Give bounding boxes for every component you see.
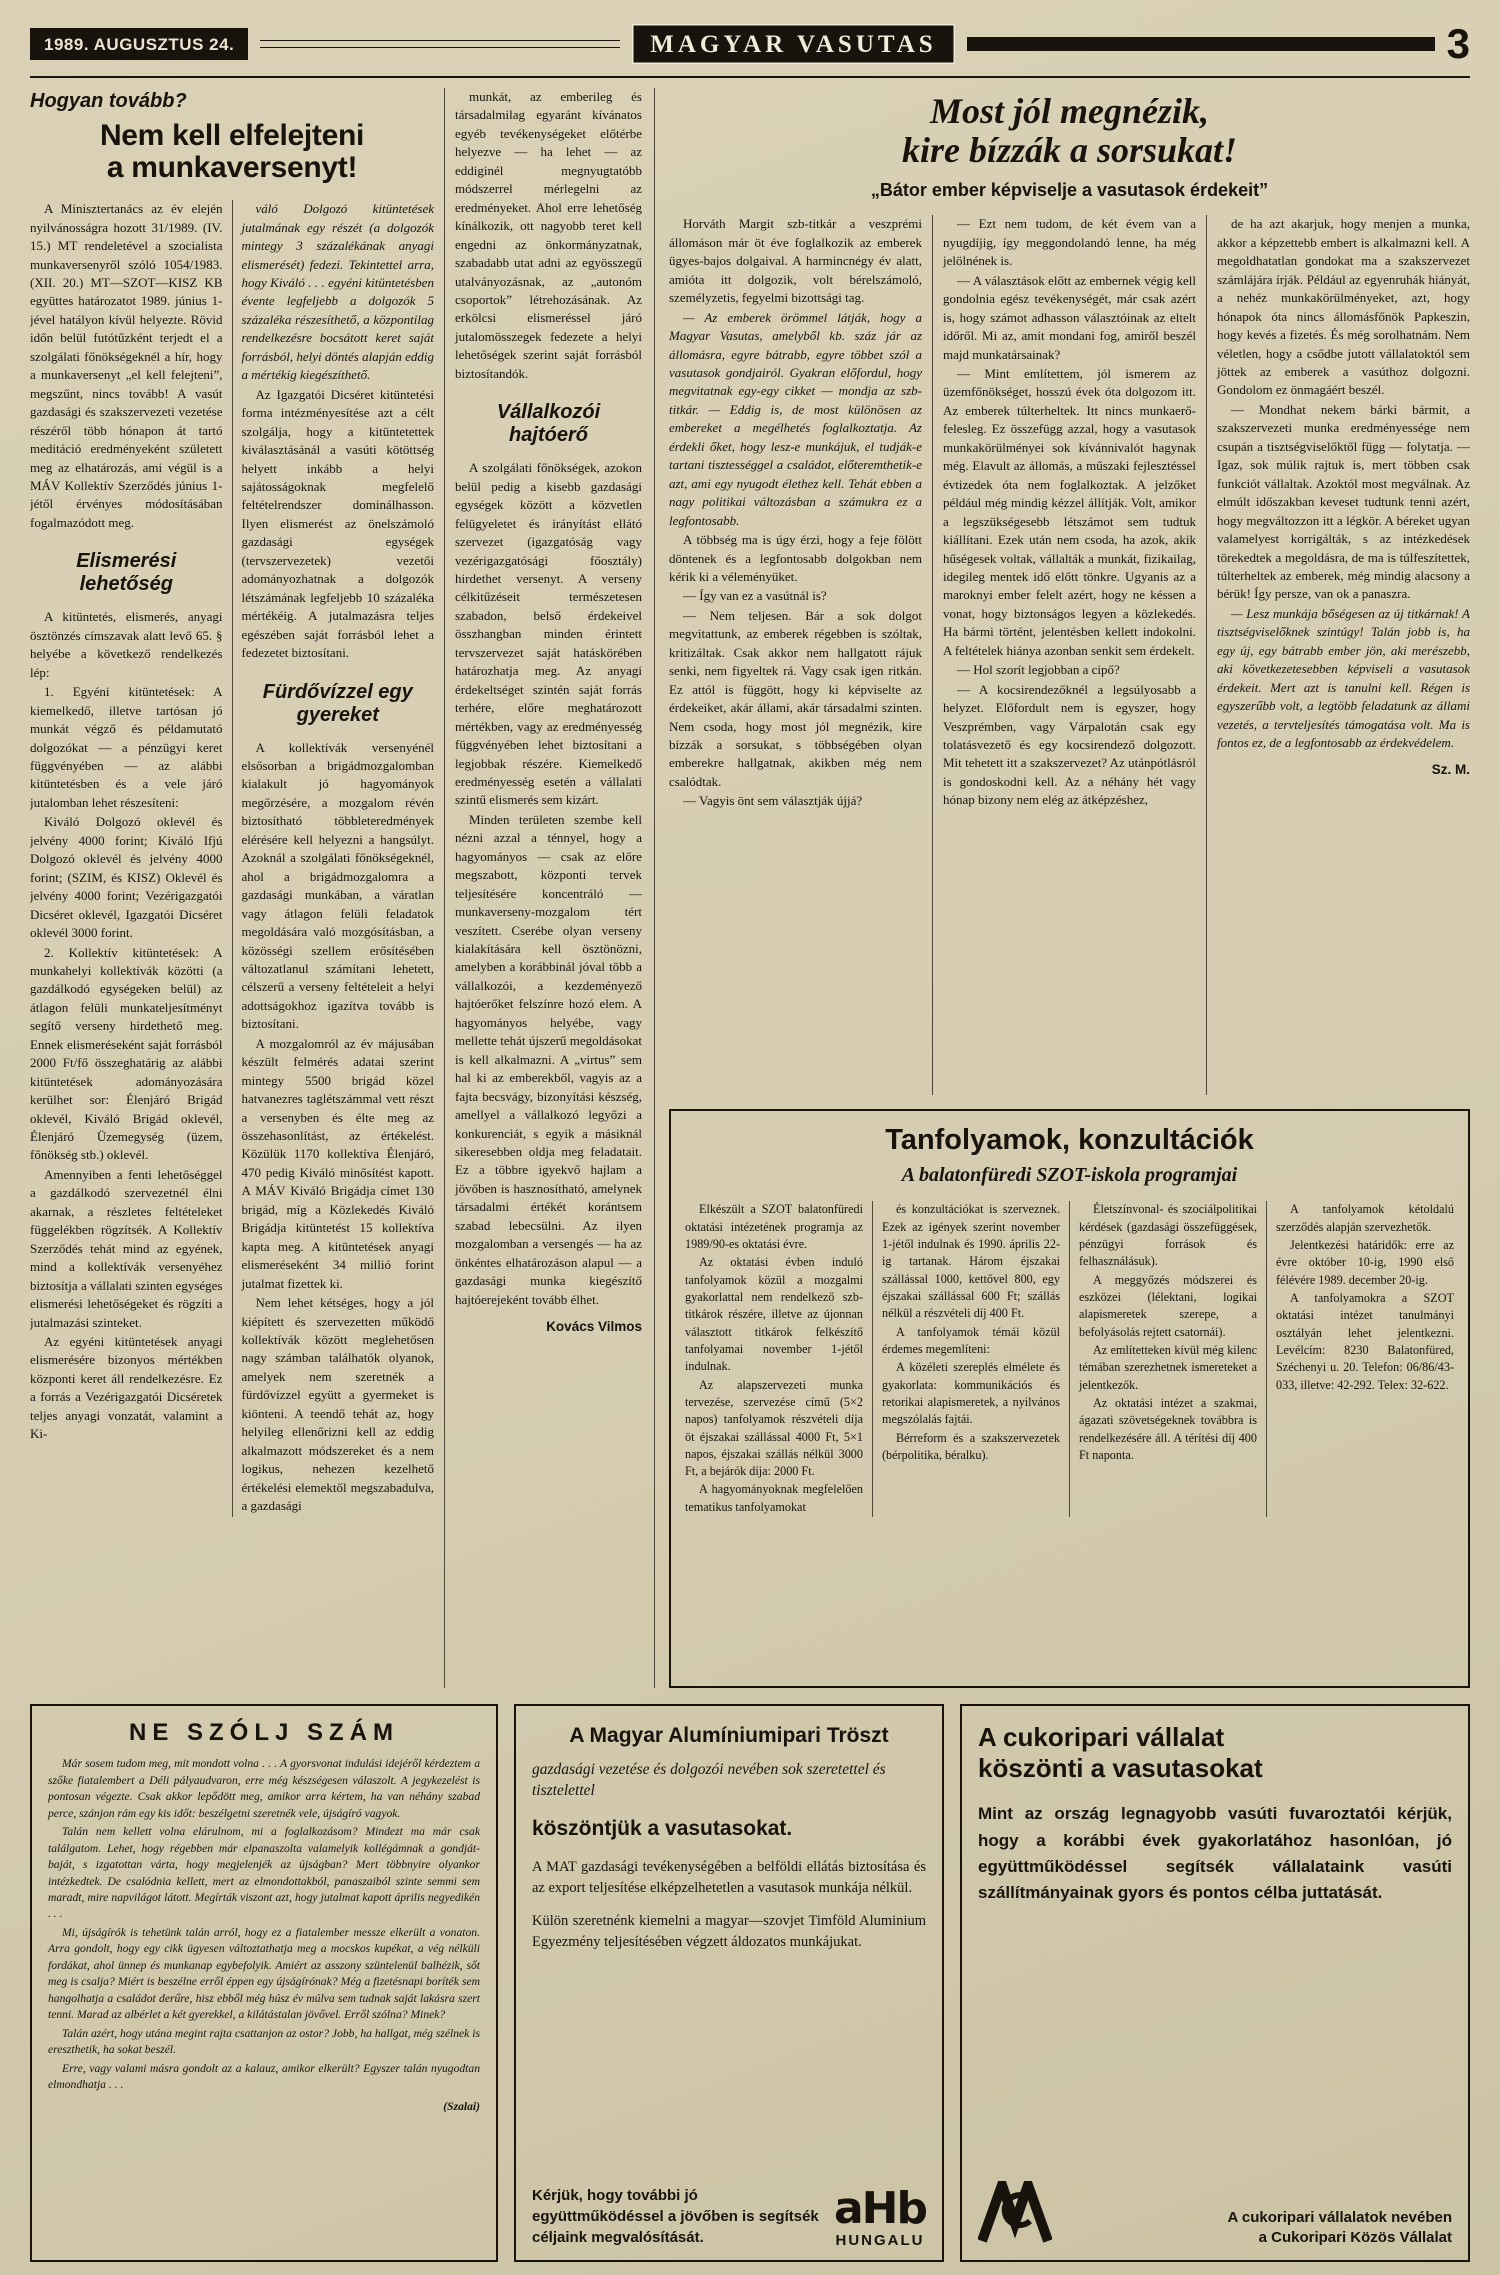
ad-bottom-row <box>532 2185 926 2248</box>
column-3 <box>1206 215 1470 1095</box>
paragraph: Talán azért, hogy utána megint rajta csattanjon az ostor? Jobb, ha hallgat, még szélnek is ereszthetik, ha sokat beszél. <box>48 2026 480 2057</box>
ad-dedication: gazdasági vezetése és dolgozói nevében sok szeretettel és tisztelettel <box>532 1761 886 1800</box>
paragraph: — Nem teljesen. Bár a sok dolgot megvitattunk, az emberek régebben is szóltak, kritizáltak. Csak akkor nem hallgatott rájuk senki, nem figyeltek rá. Vagy csak igen ritkán. Ez attól is függött, hogy ki képviselte az érdekeiket, akár állami, akár társadalmi szinten. Nem csoda, hogy most jól megnézik, kire bízzák a sorsukat, s többségében olyan emberekre hallgatnak, akikben még nem csalódtak. <box>669 607 922 789</box>
page-number: 3 <box>1446 20 1470 68</box>
paragraph: Az egyéni kitüntetések anyagi elismerésére bizonyos mértékben központi keret áll rendelkezésre. Ez a forrás a Vezérigazgatói Dicséretek teljes anyagi vonzatát, valamint a Ki- <box>30 1334 223 1442</box>
column-1 <box>669 215 922 1095</box>
signature: Kovács Vilmos <box>546 1319 642 1335</box>
paragraph: Már sosem tudom meg, mit mondott volna . . . A gyorsvonat indulási idejéről kérdeztem a szőke fiatalembert a Déli pályaudvaron, erre még készségesen válaszolt. A jegykezelést is pontosan végezte. Csak akkor lepődött meg, amikor arra kértem, ha van néhány szabad perce, szánjon rám egy kis időt: beszélgetni szeretnék vele, újságíró vagyok. <box>48 1757 480 1820</box>
ad-request-text: Kérjük, hogy további jó együttműködéssel a jövőben is segítsék céljaink megvalósítását. <box>532 2187 819 2246</box>
paragraph: Mi, újságírók is tehetünk talán arról, hogy ez a fiatalember messze elkerült a vonaton. Arra gondolt, hogy egy cikk ügyesen változtathatja meg a mocskos kupékat, a vég nélküli fordákat, ahol ünnep és munkanap egybefolyik. Amiért az asszony szüntelenül balhézik, sőt meg is csalja? Miért is beszélne erről éppen egy újságírónak? Még a fizetésnapi boríték sem hangolhatja a családot derűre, hisz ebből még húsz év múlva sem tudnak saját lakásra szert tenni. Marad az albérlet a két gyerekkel, a kilátástalan jövővel. Erről szólna? Minek? <box>48 1925 480 2022</box>
ad-title: A Magyar Alumíniumipari Tröszt <box>569 1724 889 1747</box>
paragraph: Elkészült a SZOT balatonfüredi oktatási intézetének programja az 1989/90-es oktatási évre. <box>685 1202 863 1251</box>
paragraph: Az alapszervezeti munka tervezése, szervezése című (5×2 napos) tanfolyamok részvételi díja öt éjszakai szállással 4000 Ft, 5×1 napos, éjszakai szállás nélkül 3000 Ft, a bejárók díja: 2000 Ft. <box>685 1377 863 1479</box>
paragraph: Nem lehet kétséges, hogy a jól kiépített és szervezetten működő kollektívák között meglehetősen nagy számban találhatók olyanok, amelyek nem szeretnék a fürdővízzel együtt a gyermeket is kiönteni. A teendő tehát az, hogy helyileg ellenőrizni kell az eddig alkalmazott módszereket és a nem logikus, nehezen kezelhető értékelési elemektől megszabadulva, a gazdasági <box>241 1295 434 1514</box>
interview-subtitle: „Bátor ember képviselje a vasutasok érdekeit” <box>870 179 1269 200</box>
column-3 <box>1069 1201 1257 1517</box>
paragraph: Az oktatási intézet a szakmai, ágazati szövetségeknek továbbra is rendelkezésére áll. A térítési díj 400 Ft naponta. <box>1079 1395 1257 1462</box>
interview-title <box>669 92 1470 170</box>
column-1 <box>685 1201 863 1517</box>
page-header <box>30 20 1470 78</box>
paragraph: — Az emberek örömmel látják, hogy a Magyar Vasutas, amelyből kb. száz jár az állomásra, egyre bátrabb, egyre többet szól a vasutasok gondjairól. Gyakran előfordul, hogy megvitatnak egy-egy cikket — mondja az szb-titkár. — Eddig is, de most különösen az embereket a megélhetés foglalkoztatja. Az érdekli őket, hogy lesz-e munkájuk, el tudják-e tartani tisztességgel a családot, előteremthetik-e azt, ami egy nyugodt élethez kell. Tehát ebben a nagy politikai változásban a számukra ez a legfontosabb. <box>669 309 922 528</box>
paragraph: — Ezt nem tudom, de két évem van a nyugdíjig, így meggondolandó lenne, ha még jelölnének is. <box>943 216 1196 269</box>
right-section <box>654 88 1470 1688</box>
main-content <box>30 88 1470 1688</box>
paragraph: A többség ma is úgy érzi, hogy a feje fölött döntenek és a legfontosabb dolgokban nem kérik ki a véleményüket. <box>669 532 922 584</box>
hungalu-logo-text: HUNGALU <box>835 2232 925 2249</box>
title-line-2: köszönti a vasutasokat <box>978 1752 1263 1783</box>
paragraph: — Így van ez a vasútnál is? <box>683 588 827 604</box>
column-2 <box>932 215 1196 1095</box>
ad-body-text: Mint az ország legnagyobb vasúti fuvaroztatói kérjük, hogy a korábbi évek gyakorlatához hasonlóan, jó együttműködéssel segítsék vállalataink vasúti szállítmányainak gyors és pontos célba juttatását. <box>978 1804 1452 1903</box>
ad-title <box>978 1722 1452 1783</box>
tanfolyamok-title: Tanfolyamok, konzultációk <box>885 1124 1254 1157</box>
advertisement-row <box>30 1704 1470 2262</box>
kicker: Hogyan tovább? <box>30 90 187 112</box>
subheading: Elismerési lehetőség <box>76 550 177 596</box>
paragraph: 1. Egyéni kitüntetések: A kiemelkedő, illetve tartósan jó munkát végző és példamutató dolgozókat — a pénzügyi keret függvényében — az alábbi kitüntetésben és a vele járó jutalomban lehet részesíteni: <box>30 684 223 810</box>
paragraph: Horváth Margit szb-titkár a veszprémi állomáson már öt éve foglalkozik az emberek ügyes-bajos dolgaival. A harmincnégy év alatt, amióta itt dolgozik, volt bérelszámoló, személyzetis, fegyelmi bizottsági tag. <box>669 216 922 306</box>
column-3 <box>444 88 642 1688</box>
tanfolyamok-subtitle: A balatonfüredi SZOT-iskola programjai <box>901 1164 1238 1187</box>
hungalu-logo <box>833 2183 926 2249</box>
paragraph: Az Igazgatói Dicséret kitüntetési forma intézményesítése azt a célt szolgálja, hogy a kitüntetettek kiválasztásánál a vasúti kötöttség helyett inkább a helyi sajátosságoknak megfelelő feltételrendszer dominálhasson. Ilyen elismerést az önelszámoló gazdasági egységek (tervszervezetek) vezetői adományozhatnak a dolgozók létszámának legfeljebb 10 százaléka mértékéig. A jutalmazásra teljes egészében saját forrásból lehet a fedezetet biztosítani. <box>241 386 434 661</box>
paragraph: A meggyőzés módszerei és eszközei (lélektani, logikai alapismeretek szerepe, a befolyásolás rejtett csatornái). <box>1079 1272 1257 1339</box>
paragraph: Az oktatási évben induló tanfolyamok közül a mozgalmi gyakorlattal nem rendelkező szb-titkárok részére, illetve az újonnan választott titkárok felkészítő tanfolyamai november 1-jétől indulnak. <box>685 1255 863 1374</box>
paragraph: Életszínvonal- és szociálpolitikai kérdések (gazdasági összefüggések, pénzügyi források és felhasználásuk). <box>1079 1202 1257 1269</box>
cukoripari-mc-logo-icon <box>978 2181 1052 2248</box>
column-2 <box>872 1201 1060 1517</box>
ad-bottom-row <box>978 2181 1452 2248</box>
header-black-bar <box>967 37 1435 51</box>
paragraph: — Mondhat nekem bárki bármit, a szakszervezeti munka eredményessége nem csupán a tisztségviselőktől függ — folytatja. — Igaz, sok múlik rajtuk is, mert többen csak funkciót vállaltak. Azoktól most megválnak. Az elmúlt időszakban keveset tudtunk tenni azért, hogy megváltozzon itt a légkör. A béreket ugyan valamelyest korrigálták, s az intézkedések törekedtek a megoldásra, de ma is túlfeszítettek, túlterheltek az emberek, még mindig alacsony a bérük! Így persze, van ok a panaszra. <box>1217 401 1470 602</box>
paragraph: A tanfolyamok témái közül érdemes megemlíteni: <box>882 1324 1060 1356</box>
paragraph: Bérreform és a szakszervezetek (bérpolitika, béralku). <box>882 1430 1060 1462</box>
header-rule <box>260 40 620 48</box>
paragraph: A közéleti szereplés elmélete és gyakorlata: kommunikációs és retorikai alapismeretek, a nyilvános megszólalás fajtái. <box>882 1360 1060 1427</box>
paragraph: Jelentkezési határidők: erre az évre október 10-ig, 1990 első félévére 1989. december 20-ig. <box>1276 1237 1454 1287</box>
paragraph: — A választások előtt az embernek végig kell gondolnia egész tevékenységét, már csak azért is, hogy számot adhasson választóinak az eltelt időről. Mi az, amit mondani fog, amiről beszél majd munkatársainak? <box>943 272 1196 362</box>
paragraph: — Lesz munkája bőségesen az új titkárnak! A tisztségviselőknek szintúgy! Talán jobb is, ha egy új, egy bátrabb ember jön, aki merészebb, aki következetesebben képviseli a vasutasok érdekeit. Mert azt is tanulni kell. Régen is egyszerűbb volt, a legtöbb feladatunk az állami vezetés, a tervteljesítés támogatása volt. Ma is fontos ez, de a legfontosabb az érdekvédelem. <box>1217 605 1470 751</box>
title-line-1: A cukoripari vállalat <box>978 1722 1225 1752</box>
hungalu-logo-mark-icon: aHb <box>833 2183 926 2235</box>
paragraph: A tanfolyamok kétoldalú szerződés alapján szervezhetők. <box>1276 1202 1454 1234</box>
paragraph: A szolgálati főnökségek, azokon belül pedig a kisebb gazdasági egységek között a közvetlen felügyeletet és irányítást ellátó szervezet (igazgatóság vagy vezérigazgatósági főosztály) hirdethet versenyt. A verseny célkitűzéseit természetesen szabadon, belső érdekeivel összhangban minden érintett tervszervezet saját hatáskörében határozhatja meg. Az anyagi érdekeltséget szintén saját forrás terhére, előre meghatározott mértékben, vagy az eredményesség függvényében lehet biztosítani a legjobbak részére. Kiemelkedő eredményesség esetén a vállalati szintű elismerés sem kizárt. <box>455 460 642 808</box>
paragraph: A tanfolyamokra a SZOT oktatási intézet tanulmányi osztályán lehet jelentkezni. Levélcím: 8230 Balatonfüred, Széchenyi u. 20. Telefon: 06/86/43-033, illetve: 42-292. Telex: 32-622. <box>1276 1290 1454 1392</box>
interview-columns <box>669 215 1470 1095</box>
ad-ne-szolj-szam <box>30 1704 498 2262</box>
paragraph: munkát, az emberileg és társadalmilag egyaránt kívánatos egyéb tevékenységeket előtérbe helyezve — ha lehet — az eddiginél megnyugtatóbb módszerrel mérlegelni az eredményeket. Ahol erre lehetőség kínálkozik, ott nagyobb teret kell engedni az önkormányzatnak, szabadabb utat adni az egyösszegű utalványozásnak, az „autonóm csoportok” létrehozásának. Az erkölcsi elismeréssel járó jutalomösszegek fedezete a helyi lehetőségek szerint saját forrásból biztosítandók. <box>455 89 642 381</box>
section-tanfolyamok <box>669 1109 1470 1688</box>
article-munk-columns <box>30 200 434 1516</box>
paragraph: — Hol szorít legjobban a cipő? <box>957 662 1120 678</box>
signature: Sz. M. <box>1431 762 1470 778</box>
subheading: Fürdővízzel egy gyereket <box>262 680 413 726</box>
paragraph: A kitüntetés, elismerés, anyagi ösztönzés címszavak alatt levő 65. § helyébe a következő rendelkezés lép: <box>30 609 223 680</box>
paragraph: Az említetteken kívül még kilenc témában szerezhetnek ismereteket a jelentkezők. <box>1079 1342 1257 1392</box>
title-line-2: a munkaversenyt! <box>106 151 358 185</box>
paragraph: A Minisztertanács az év elején nyilvánosságra hozott 31/1989. (IV. 15.) MT rendeletével a szocialista munkaversenyről szóló 1054/1983. (XII. 20.) MT—SZOT—KISZ KB együttes határozatot 1989. június 1-jével hatályon kívül helyezte. Rövid időn belül futótűzként terjedt el a szolgálati főnökségeknél a hír, hogy a munkaversenyt „el kell felejteni”, megszűnt, nincs tovább! A vasút gazdasági és szakszervezeti vezetése részéről több hónapon át tartó meditáció eredményeként született meg az elhatározás, ami végül is a MÁV Kollektív Szerződés június 1-jétől érvényes módosításában fogalmazódott meg. <box>30 201 223 530</box>
article-munk-layout <box>30 88 642 1688</box>
article-munk-head-and-cols <box>30 88 434 1688</box>
article-munk-title <box>30 120 434 184</box>
ad-cukoripari <box>960 1704 1470 2262</box>
title-line-1: Nem kell elfelejteni <box>99 119 365 152</box>
column-2 <box>232 200 435 1516</box>
paragraph: váló Dolgozó kitüntetések jutalmának egy részét (a dolgozók mintegy 3 százalékának anyagi elismerését) fedezi. Tekintettel arra, hogy Kiváló . . . egyéni kitüntetésben évente legfeljebb a dolgozók 5 százaléka részesíthető, a központilag rendelkezésre bocsátott keret saját forrásból, helyi döntés alapján eddig a mértékig kiegészíthető. <box>241 201 434 383</box>
paragraph: A MAT gazdasági tevékenységében a belföldi ellátás biztosítása és az export teljesítése elképzelhetetlen a vasutasok munkája nélkül. <box>532 1859 926 1897</box>
paragraph: — Vagyis önt sem választják újjá? <box>683 793 863 809</box>
ad-greeting: köszöntjük a vasutasokat. <box>532 1816 793 1840</box>
paragraph: — A kocsirendezőknél a legsúlyosabb a helyzet. Előfordult nem is egyszer, hogy Veszprémben, vagy Várpalotán csak egy tolatásvezető és egy kocsirendező dolgozott. Mit tehetett itt a szakszervezet? Az utánpótlásról is gondoskodni kell. Az a néhány hét vagy hónap bizony nem elég az átképzéshez, <box>943 681 1196 808</box>
paragraph: Erre, vagy valami másra gondolt az a kalauz, amikor elkerült? Egyszer talán nyugodtan elmondhatja . . . <box>48 2061 480 2091</box>
paragraph: Kiváló Dolgozó oklevél és jelvény 4000 forint; Kiváló Ifjú Dolgozó oklevél és jelvény 4000 forint; (SZIM, és KISZ) Oklevél és jelvény 4000 forint; Vezérigazgatói Dicséret oklevél, Igazgatói Dicséret oklevél 3000 forint. <box>30 814 223 941</box>
column-1 <box>30 200 223 1516</box>
ad-body <box>48 1756 480 2116</box>
column-4 <box>1266 1201 1454 1517</box>
paragraph: de ha azt akarjuk, hogy menjen a munka, akkor a képzettebb embert is alkalmazni kell. A megoldhatatlan gondokat ma a szakszervezet számlájára írják. Például az egyenruhák hiányát, a nehéz munkakörülményeket, azt, hogy hónapok óta nincs állomásfőnök Papkeszin, hogy kevés a fizetés. És még sorolhatnám. Nem véletlen, hogy a csődbe jutott vállalatoktól sem jöttek az emberek a vasúthoz dolgozni. Gondolom ez önmagáért beszél. <box>1217 216 1470 398</box>
subheading: Vállalkozói hajtóerő <box>496 401 601 447</box>
signature-line-1: A cukoripari vállalatok nevében <box>1227 2208 1452 2226</box>
ad-signature <box>1227 2208 1452 2249</box>
paragraph: Amennyiben a fenti lehetőséggel a gazdálkodó szervezetnél élni akarnak, a részletes feltételeket függelékben rögzítsék. A Kollektív Szerződés tehát mind az egyének, mind a kollektívák versenyéhez biztosítja a vállalati szinten egységes elismerési lehetőségeket és rögzíti a jutalmazási szinteket. <box>30 1166 223 1330</box>
article-munk <box>30 88 642 1688</box>
paragraph: A kollektívák versenyénél elsősorban a brigádmozgalomban kialakult jó hagyományok megőrzésére, a mozgalom révén biztosítható többleteredmények elérésére kell helyezni a hangsúlyt. Azoknál a szolgálati főnökségeknél, ahol a brigádmozgalomra a gazdasági munkában, a váratlan vagy átlagon felüli feladatok megoldására való mozgósításban, a közösségi szellem erősítésében változatlanul számítani lehetett, célszerű a verseny feltételeit a helyi adottságokhoz igazítva tovább is biztosítani. <box>241 739 434 1032</box>
paragraph: 2. Kollektív kitüntetések: A munkahelyi kollektívák közötti (a gazdálkodó egységeken belül) az átlagon felüli munkateljesítményt segítő verseny hirdethető meg. Ennek elismeréseként saját forrásból 2000 Ft/fő összeghatárig az alábbi kitüntetések adományozására kerülhet sor: Élenjáró Brigád oklevél, Kiváló Brigád oklevél, Élenjáró Üzemegység (üzem, főnökség stb.) oklevél. <box>30 944 223 1163</box>
tanfolyamok-columns <box>685 1201 1454 1517</box>
paragraph: A hagyományoknak megfelelően tematikus tanfolyamokat <box>685 1482 863 1514</box>
paragraph: Talán nem kellett volna elárulnom, mi a foglalkozásom? Mindezt ma már csak találgatom. Lehet, hogy régebben már elpanaszolta valamelyik kollégámnak a gondját-baját, s izgatottan várta, hogy megjelenjék az újságban? Mert többnyire olyankor intézkedtek. De csalódnia kellett, mert az elmondottakból, panaszaiból szinte semmi sem maradt, mire napvilágot látott. Megírták viszont azt, hogy jutalmat kapott április negyedikén . . . <box>48 1825 480 1921</box>
paragraph: A mozgalomról az év májusában készült felmérés adatai szerint mintegy 5500 brigád közel hatvanezres taglétszámmal vett részt a versenyben és élte meg az összehasonlítást, az értékelést. Közülük 1170 kollektíva Élenjáró, 470 pedig Kiváló minősítést kapott. A MÁV Kiváló Brigádja címet 130 brigád, míg a Közlekedés Kiváló Brigádja kitüntetést 15 kollektíva kapta meg. A kitüntetések anyagi elismeréseként 34 millió forint jutalmat fizettek ki. <box>241 1035 434 1291</box>
masthead-title: MAGYAR VASUTAS <box>632 24 954 64</box>
ad-title: NE SZÓLJ SZÁM <box>128 1719 399 1746</box>
ad-hungalu <box>514 1704 944 2262</box>
paragraph: — Mint említettem, jól ismerem az üzemfőnökséget, hosszú évek óta dolgozom itt. Az emberek túlterheltek. Itt nincs munkaerő-felesleg. Ez összefügg azzal, hogy a vasutasok munkakörülményei sok kívánnivalót hagynak még. Elavult az állomás, a műszaki fejlesztéssel évtizedek óta nem foglalkoztak. A jelzőket például még mindig kézzel állítják. Volt, amikor a legszükségesebb létszámot sem tudtuk kiállítani. Ezek után nem csoda, ha azok, akik hűségesek voltak, vállalták a munkát, fizikailag, idegileg mentek idő előtt tönkre. Ugyanis az a maroknyi ember felelt azért, hogy ne késsen a vonat, hogy biztonságos legyen a közlekedés. Ha bármi történt, jelentésben kellett indokolni. A feltételek hiánya azonban senkit sem érdekelt. <box>943 365 1196 658</box>
issue-date: 1989. AUGUSZTUS 24. <box>30 28 248 60</box>
paragraph: Külön szeretnénk kiemelni a magyar—szovjet Timföld Aluminium Egyezmény teljesítésében végzett áldozatos munkájukat. <box>532 1913 926 1951</box>
title-line-2: kire bízzák a sorsukat! <box>901 129 1238 170</box>
paragraph: és konzultációkat is szerveznek. Ezek az igények szerint november 1-jétől indulnak és 1990. április 22-ig tartanak. Három éjszakai szállással 1000, kettővel 800, egy éjszakai szállással 600 Ft; szállás nélkül a részvételi díj 400 Ft. <box>882 1202 1060 1321</box>
article-interview <box>669 88 1470 1095</box>
paragraph: Minden területen szembe kell nézni azzal a ténnyel, hogy a hagyományos — csak az előre megszabott, központi tervek teljesítésére koncentráló — munkaverseny-mozgalom tért veszített. Cserébe olyan verseny kialakítására kell ösztönözni, amelyben a korábbinál jóval több a vállalkozói, a kezdeményező hajtóerőket felszínre hozó elem. A hagyományos helyébe, vagy mellette tehát újszerű megoldásokat is kell alkalmazni. A „virtus” sem hal ki az emberekből, vagyis az a fajta becsvágy, bizonyítási készség, amellyel a vállalkozó legyőzi a konkurenciát, s egyik a másiknál sikeresebben oldja meg feladatait. Ez a többre igyekvő hajlam a jövőben is hasznosítható, amelynek társadalmi értékét korántsem szabad lebecsülni. Az ilyen mozgalomban a versengés — ha az önkéntes elhatározáson alapul — a gazdasági munka kiegészítő hajtóerejeként tovább élhet. <box>455 811 642 1307</box>
signature: (Szalai) <box>443 2100 480 2114</box>
signature-line-2: a Cukoripari Közös Vállalat <box>1258 2228 1452 2246</box>
title-line-1: Most jól megnézik, <box>929 91 1210 131</box>
